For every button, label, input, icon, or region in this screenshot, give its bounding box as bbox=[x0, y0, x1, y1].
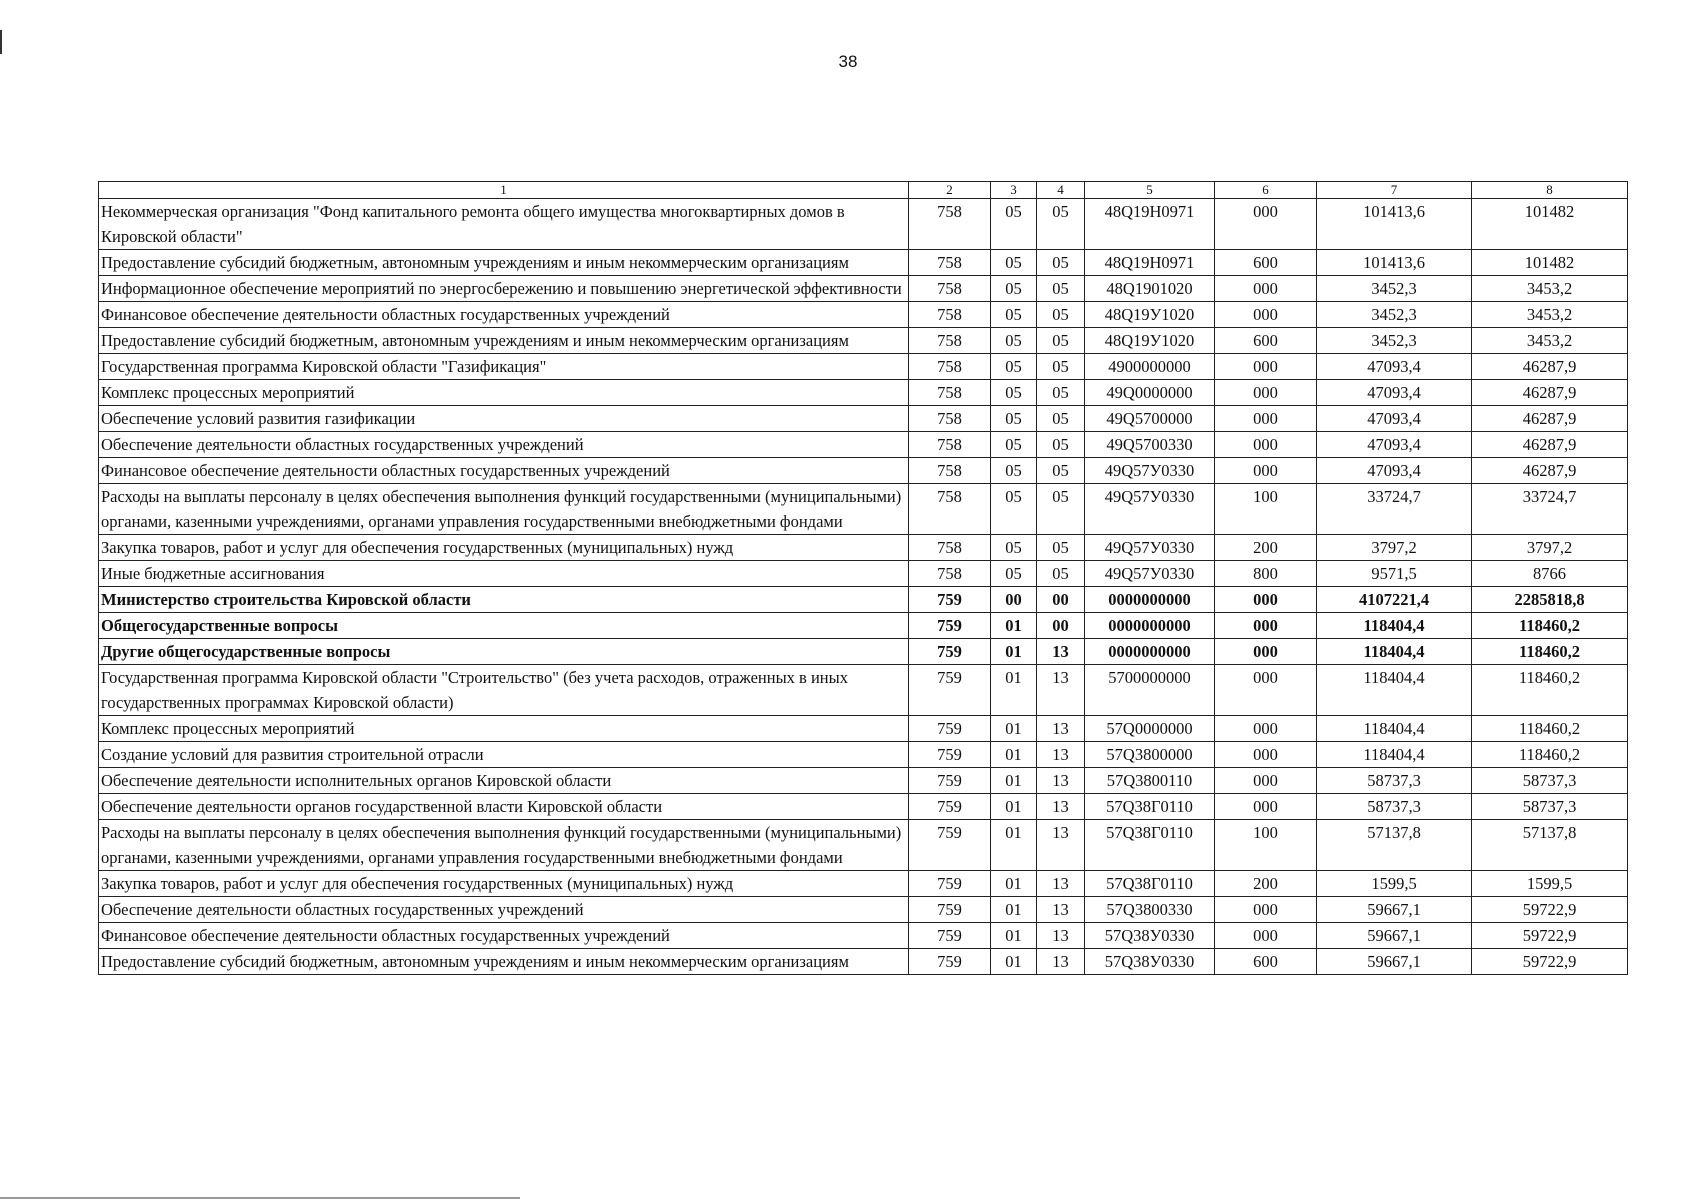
cell-rz: 00 bbox=[991, 587, 1037, 613]
cell-csr: 49Q57У0330 bbox=[1085, 484, 1215, 535]
cell-csr: 57Q38У0330 bbox=[1085, 923, 1215, 949]
cell-vr: 800 bbox=[1215, 561, 1317, 587]
cell-ved: 759 bbox=[909, 897, 991, 923]
cell-csr: 57Q38Г0110 bbox=[1085, 794, 1215, 820]
cell-vr: 600 bbox=[1215, 949, 1317, 975]
cell-sum-year2: 1599,5 bbox=[1472, 871, 1628, 897]
row-name: Расходы на выплаты персоналу в целях обеспечения выполнения функций государственными (муниципальными) органами, казенными учреждениями, органами управления государственными внебюджетными фондами bbox=[99, 820, 909, 871]
cell-sum-year1: 118404,4 bbox=[1317, 742, 1472, 768]
table-row bbox=[99, 949, 1628, 975]
column-header: 5 bbox=[1085, 182, 1215, 199]
cell-pr: 05 bbox=[1037, 276, 1085, 302]
row-name: Комплекс процессных мероприятий bbox=[99, 380, 909, 406]
cell-vr: 000 bbox=[1215, 276, 1317, 302]
cell-ved: 758 bbox=[909, 302, 991, 328]
cell-sum-year2: 59722,9 bbox=[1472, 923, 1628, 949]
cell-vr: 000 bbox=[1215, 742, 1317, 768]
cell-ved: 759 bbox=[909, 639, 991, 665]
row-name: Предоставление субсидий бюджетным, автономным учреждениям и иным некоммерческим организациям bbox=[99, 328, 909, 354]
cell-vr: 000 bbox=[1215, 897, 1317, 923]
cell-csr: 57Q3800110 bbox=[1085, 768, 1215, 794]
cell-csr: 49Q5700000 bbox=[1085, 406, 1215, 432]
cell-sum-year1: 101413,6 bbox=[1317, 199, 1472, 250]
row-name: Создание условий для развития строительной отрасли bbox=[99, 742, 909, 768]
cell-vr: 600 bbox=[1215, 328, 1317, 354]
cell-rz: 01 bbox=[991, 716, 1037, 742]
cell-ved: 758 bbox=[909, 199, 991, 250]
cell-sum-year1: 59667,1 bbox=[1317, 923, 1472, 949]
table-row bbox=[99, 587, 1628, 613]
cell-vr: 100 bbox=[1215, 820, 1317, 871]
scan-edge-mark bbox=[0, 30, 2, 54]
cell-ved: 758 bbox=[909, 276, 991, 302]
cell-csr: 0000000000 bbox=[1085, 587, 1215, 613]
cell-rz: 01 bbox=[991, 613, 1037, 639]
cell-csr: 48Q1901020 bbox=[1085, 276, 1215, 302]
cell-rz: 05 bbox=[991, 561, 1037, 587]
cell-vr: 000 bbox=[1215, 923, 1317, 949]
row-name: Комплекс процессных мероприятий bbox=[99, 716, 909, 742]
cell-sum-year2: 46287,9 bbox=[1472, 458, 1628, 484]
cell-pr: 13 bbox=[1037, 665, 1085, 716]
row-name: Финансовое обеспечение деятельности областных государственных учреждений bbox=[99, 458, 909, 484]
cell-sum-year2: 58737,3 bbox=[1472, 794, 1628, 820]
cell-ved: 758 bbox=[909, 406, 991, 432]
table-row bbox=[99, 406, 1628, 432]
cell-rz: 01 bbox=[991, 871, 1037, 897]
cell-pr: 13 bbox=[1037, 768, 1085, 794]
cell-pr: 13 bbox=[1037, 820, 1085, 871]
cell-pr: 13 bbox=[1037, 897, 1085, 923]
cell-csr: 49Q5700330 bbox=[1085, 432, 1215, 458]
table-row bbox=[99, 328, 1628, 354]
cell-sum-year1: 3452,3 bbox=[1317, 276, 1472, 302]
cell-pr: 00 bbox=[1037, 587, 1085, 613]
cell-csr: 57Q38Г0110 bbox=[1085, 820, 1215, 871]
table-row bbox=[99, 302, 1628, 328]
cell-sum-year2: 118460,2 bbox=[1472, 665, 1628, 716]
cell-csr: 57Q3800000 bbox=[1085, 742, 1215, 768]
cell-vr: 000 bbox=[1215, 432, 1317, 458]
cell-csr: 48Q19У1020 bbox=[1085, 302, 1215, 328]
cell-ved: 759 bbox=[909, 949, 991, 975]
cell-rz: 05 bbox=[991, 199, 1037, 250]
cell-sum-year1: 57137,8 bbox=[1317, 820, 1472, 871]
cell-rz: 05 bbox=[991, 432, 1037, 458]
cell-pr: 13 bbox=[1037, 871, 1085, 897]
cell-vr: 000 bbox=[1215, 354, 1317, 380]
cell-vr: 000 bbox=[1215, 302, 1317, 328]
cell-pr: 13 bbox=[1037, 742, 1085, 768]
cell-vr: 000 bbox=[1215, 380, 1317, 406]
cell-ved: 759 bbox=[909, 871, 991, 897]
cell-vr: 000 bbox=[1215, 794, 1317, 820]
table-row bbox=[99, 716, 1628, 742]
cell-ved: 759 bbox=[909, 665, 991, 716]
cell-rz: 05 bbox=[991, 380, 1037, 406]
cell-sum-year1: 118404,4 bbox=[1317, 639, 1472, 665]
table-row bbox=[99, 458, 1628, 484]
cell-vr: 000 bbox=[1215, 613, 1317, 639]
cell-ved: 758 bbox=[909, 328, 991, 354]
cell-sum-year1: 47093,4 bbox=[1317, 458, 1472, 484]
cell-vr: 000 bbox=[1215, 716, 1317, 742]
table-row bbox=[99, 561, 1628, 587]
cell-sum-year2: 3453,2 bbox=[1472, 328, 1628, 354]
column-header: 4 bbox=[1037, 182, 1085, 199]
cell-pr: 05 bbox=[1037, 432, 1085, 458]
cell-csr: 48Q19H0971 bbox=[1085, 199, 1215, 250]
cell-sum-year2: 46287,9 bbox=[1472, 432, 1628, 458]
row-name: Некоммерческая организация "Фонд капитального ремонта общего имущества многоквартирных домов в Кировской области" bbox=[99, 199, 909, 250]
table-row bbox=[99, 535, 1628, 561]
cell-sum-year2: 59722,9 bbox=[1472, 897, 1628, 923]
cell-sum-year1: 3452,3 bbox=[1317, 328, 1472, 354]
cell-pr: 13 bbox=[1037, 949, 1085, 975]
table-row bbox=[99, 432, 1628, 458]
cell-sum-year1: 118404,4 bbox=[1317, 613, 1472, 639]
column-header: 3 bbox=[991, 182, 1037, 199]
cell-csr: 48Q19H0971 bbox=[1085, 250, 1215, 276]
row-name: Расходы на выплаты персоналу в целях обеспечения выполнения функций государственными (муниципальными) органами, казенными учреждениями, органами управления государственными внебюджетными фондами bbox=[99, 484, 909, 535]
row-name: Предоставление субсидий бюджетным, автономным учреждениям и иным некоммерческим организациям bbox=[99, 250, 909, 276]
table-row bbox=[99, 613, 1628, 639]
cell-rz: 01 bbox=[991, 742, 1037, 768]
cell-ved: 758 bbox=[909, 432, 991, 458]
column-header: 8 bbox=[1472, 182, 1628, 199]
cell-pr: 05 bbox=[1037, 199, 1085, 250]
cell-rz: 05 bbox=[991, 458, 1037, 484]
cell-sum-year2: 118460,2 bbox=[1472, 742, 1628, 768]
cell-ved: 758 bbox=[909, 458, 991, 484]
row-name: Предоставление субсидий бюджетным, автономным учреждениям и иным некоммерческим организациям bbox=[99, 949, 909, 975]
cell-pr: 13 bbox=[1037, 923, 1085, 949]
cell-sum-year1: 1599,5 bbox=[1317, 871, 1472, 897]
cell-sum-year2: 2285818,8 bbox=[1472, 587, 1628, 613]
cell-pr: 05 bbox=[1037, 458, 1085, 484]
cell-rz: 01 bbox=[991, 897, 1037, 923]
table-row bbox=[99, 923, 1628, 949]
cell-rz: 01 bbox=[991, 639, 1037, 665]
cell-sum-year2: 46287,9 bbox=[1472, 380, 1628, 406]
row-name: Финансовое обеспечение деятельности областных государственных учреждений bbox=[99, 302, 909, 328]
table-row bbox=[99, 354, 1628, 380]
row-name: Другие общегосударственные вопросы bbox=[99, 639, 909, 665]
table-row bbox=[99, 276, 1628, 302]
cell-ved: 759 bbox=[909, 613, 991, 639]
cell-sum-year1: 47093,4 bbox=[1317, 432, 1472, 458]
budget-table-body bbox=[99, 199, 1628, 975]
cell-sum-year2: 118460,2 bbox=[1472, 639, 1628, 665]
budget-table bbox=[98, 181, 1628, 975]
column-header: 6 bbox=[1215, 182, 1317, 199]
cell-rz: 01 bbox=[991, 949, 1037, 975]
cell-sum-year1: 58737,3 bbox=[1317, 768, 1472, 794]
cell-sum-year2: 58737,3 bbox=[1472, 768, 1628, 794]
row-name: Обеспечение деятельности областных государственных учреждений bbox=[99, 897, 909, 923]
cell-csr: 49Q57У0330 bbox=[1085, 458, 1215, 484]
row-name: Обеспечение деятельности областных государственных учреждений bbox=[99, 432, 909, 458]
cell-sum-year1: 47093,4 bbox=[1317, 380, 1472, 406]
table-row bbox=[99, 897, 1628, 923]
cell-rz: 05 bbox=[991, 484, 1037, 535]
cell-sum-year2: 101482 bbox=[1472, 250, 1628, 276]
column-header: 1 bbox=[99, 182, 909, 199]
cell-ved: 759 bbox=[909, 820, 991, 871]
cell-sum-year1: 9571,5 bbox=[1317, 561, 1472, 587]
cell-pr: 05 bbox=[1037, 250, 1085, 276]
cell-csr: 48Q19У1020 bbox=[1085, 328, 1215, 354]
row-name: Информационное обеспечение мероприятий по энергосбережению и повышению энергетической эффективности bbox=[99, 276, 909, 302]
cell-vr: 200 bbox=[1215, 535, 1317, 561]
cell-ved: 759 bbox=[909, 794, 991, 820]
cell-sum-year2: 101482 bbox=[1472, 199, 1628, 250]
row-name: Финансовое обеспечение деятельности областных государственных учреждений bbox=[99, 923, 909, 949]
cell-ved: 758 bbox=[909, 380, 991, 406]
cell-pr: 05 bbox=[1037, 328, 1085, 354]
cell-pr: 13 bbox=[1037, 639, 1085, 665]
cell-rz: 01 bbox=[991, 923, 1037, 949]
cell-vr: 000 bbox=[1215, 639, 1317, 665]
cell-rz: 05 bbox=[991, 406, 1037, 432]
cell-sum-year1: 33724,7 bbox=[1317, 484, 1472, 535]
cell-pr: 05 bbox=[1037, 380, 1085, 406]
row-name: Иные бюджетные ассигнования bbox=[99, 561, 909, 587]
cell-sum-year1: 101413,6 bbox=[1317, 250, 1472, 276]
cell-sum-year1: 59667,1 bbox=[1317, 897, 1472, 923]
row-name: Обеспечение деятельности исполнительных органов Кировской области bbox=[99, 768, 909, 794]
cell-pr: 05 bbox=[1037, 302, 1085, 328]
cell-sum-year1: 3452,3 bbox=[1317, 302, 1472, 328]
table-row bbox=[99, 871, 1628, 897]
table-row bbox=[99, 639, 1628, 665]
cell-sum-year1: 118404,4 bbox=[1317, 665, 1472, 716]
cell-ved: 758 bbox=[909, 484, 991, 535]
row-name: Закупка товаров, работ и услуг для обеспечения государственных (муниципальных) нужд bbox=[99, 871, 909, 897]
cell-sum-year2: 3797,2 bbox=[1472, 535, 1628, 561]
cell-sum-year2: 59722,9 bbox=[1472, 949, 1628, 975]
cell-pr: 13 bbox=[1037, 794, 1085, 820]
cell-csr: 49Q57У0330 bbox=[1085, 535, 1215, 561]
row-name: Государственная программа Кировской области "Газификация" bbox=[99, 354, 909, 380]
table-row bbox=[99, 742, 1628, 768]
cell-sum-year2: 57137,8 bbox=[1472, 820, 1628, 871]
cell-vr: 000 bbox=[1215, 458, 1317, 484]
cell-csr: 5700000000 bbox=[1085, 665, 1215, 716]
row-name: Общегосударственные вопросы bbox=[99, 613, 909, 639]
table-row bbox=[99, 380, 1628, 406]
cell-rz: 05 bbox=[991, 276, 1037, 302]
cell-csr: 57Q38Г0110 bbox=[1085, 871, 1215, 897]
cell-pr: 05 bbox=[1037, 535, 1085, 561]
cell-sum-year2: 8766 bbox=[1472, 561, 1628, 587]
cell-vr: 200 bbox=[1215, 871, 1317, 897]
cell-vr: 000 bbox=[1215, 406, 1317, 432]
cell-sum-year2: 118460,2 bbox=[1472, 716, 1628, 742]
cell-csr: 57Q3800330 bbox=[1085, 897, 1215, 923]
table-row bbox=[99, 665, 1628, 716]
cell-csr: 0000000000 bbox=[1085, 639, 1215, 665]
cell-rz: 05 bbox=[991, 250, 1037, 276]
cell-ved: 759 bbox=[909, 768, 991, 794]
cell-rz: 01 bbox=[991, 665, 1037, 716]
row-name: Министерство строительства Кировской области bbox=[99, 587, 909, 613]
cell-ved: 759 bbox=[909, 716, 991, 742]
cell-rz: 01 bbox=[991, 794, 1037, 820]
cell-vr: 000 bbox=[1215, 587, 1317, 613]
cell-sum-year2: 46287,9 bbox=[1472, 406, 1628, 432]
table-row bbox=[99, 768, 1628, 794]
cell-csr: 4900000000 bbox=[1085, 354, 1215, 380]
column-header: 7 bbox=[1317, 182, 1472, 199]
cell-csr: 57Q0000000 bbox=[1085, 716, 1215, 742]
row-name: Обеспечение условий развития газификации bbox=[99, 406, 909, 432]
cell-pr: 05 bbox=[1037, 561, 1085, 587]
cell-csr: 57Q38У0330 bbox=[1085, 949, 1215, 975]
cell-sum-year1: 3797,2 bbox=[1317, 535, 1472, 561]
cell-rz: 05 bbox=[991, 302, 1037, 328]
cell-sum-year2: 3453,2 bbox=[1472, 302, 1628, 328]
table-row bbox=[99, 484, 1628, 535]
cell-vr: 100 bbox=[1215, 484, 1317, 535]
cell-sum-year1: 47093,4 bbox=[1317, 354, 1472, 380]
row-name: Государственная программа Кировской области "Строительство" (без учета расходов, отраженных в иных государственных программах Кировской области) bbox=[99, 665, 909, 716]
table-row bbox=[99, 794, 1628, 820]
cell-ved: 759 bbox=[909, 587, 991, 613]
row-name: Закупка товаров, работ и услуг для обеспечения государственных (муниципальных) нужд bbox=[99, 535, 909, 561]
cell-sum-year2: 118460,2 bbox=[1472, 613, 1628, 639]
cell-sum-year1: 59667,1 bbox=[1317, 949, 1472, 975]
cell-pr: 00 bbox=[1037, 613, 1085, 639]
cell-sum-year1: 4107221,4 bbox=[1317, 587, 1472, 613]
table-header-row bbox=[99, 182, 1628, 199]
cell-ved: 758 bbox=[909, 561, 991, 587]
cell-rz: 05 bbox=[991, 328, 1037, 354]
cell-pr: 05 bbox=[1037, 484, 1085, 535]
table-row bbox=[99, 199, 1628, 250]
cell-csr: 0000000000 bbox=[1085, 613, 1215, 639]
cell-ved: 759 bbox=[909, 923, 991, 949]
cell-sum-year1: 118404,4 bbox=[1317, 716, 1472, 742]
cell-sum-year1: 47093,4 bbox=[1317, 406, 1472, 432]
table-row bbox=[99, 820, 1628, 871]
cell-vr: 000 bbox=[1215, 199, 1317, 250]
page-number: 38 bbox=[838, 52, 858, 71]
cell-ved: 758 bbox=[909, 250, 991, 276]
cell-vr: 000 bbox=[1215, 768, 1317, 794]
cell-pr: 05 bbox=[1037, 406, 1085, 432]
cell-rz: 05 bbox=[991, 535, 1037, 561]
cell-rz: 01 bbox=[991, 820, 1037, 871]
cell-csr: 49Q0000000 bbox=[1085, 380, 1215, 406]
cell-vr: 600 bbox=[1215, 250, 1317, 276]
cell-pr: 13 bbox=[1037, 716, 1085, 742]
cell-ved: 758 bbox=[909, 535, 991, 561]
cell-sum-year1: 58737,3 bbox=[1317, 794, 1472, 820]
table-row bbox=[99, 250, 1628, 276]
cell-pr: 05 bbox=[1037, 354, 1085, 380]
row-name: Обеспечение деятельности органов государственной власти Кировской области bbox=[99, 794, 909, 820]
column-header: 2 bbox=[909, 182, 991, 199]
scan-bottom-line bbox=[0, 1197, 520, 1199]
cell-sum-year2: 3453,2 bbox=[1472, 276, 1628, 302]
cell-ved: 759 bbox=[909, 742, 991, 768]
cell-rz: 01 bbox=[991, 768, 1037, 794]
cell-ved: 758 bbox=[909, 354, 991, 380]
cell-sum-year2: 33724,7 bbox=[1472, 484, 1628, 535]
cell-vr: 000 bbox=[1215, 665, 1317, 716]
cell-sum-year2: 46287,9 bbox=[1472, 354, 1628, 380]
cell-csr: 49Q57У0330 bbox=[1085, 561, 1215, 587]
cell-rz: 05 bbox=[991, 354, 1037, 380]
